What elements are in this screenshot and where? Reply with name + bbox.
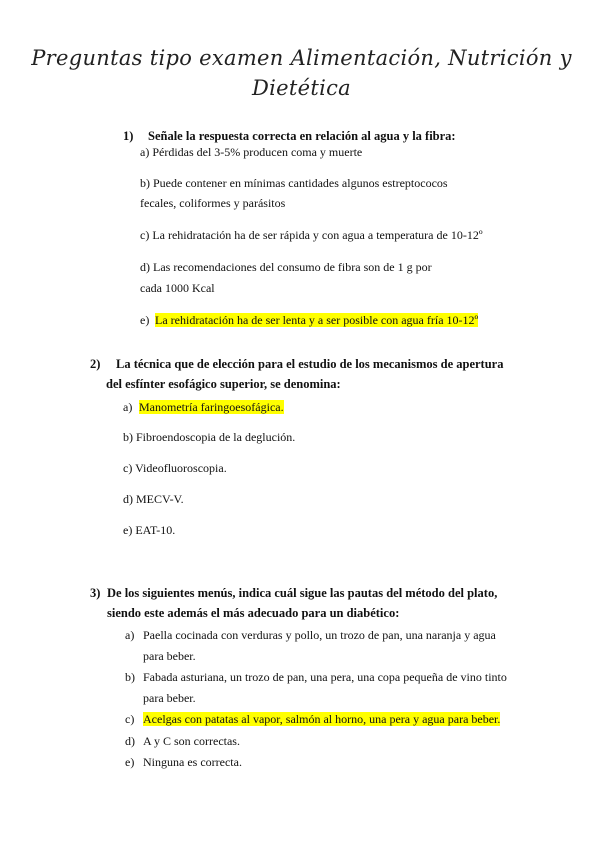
question-1-number: 1) — [123, 129, 134, 143]
q3-option-a: Paella cocinada con verduras y pollo, un trozo de pan, una naranja y agua — [143, 628, 496, 642]
q2-option-c: c) Videofluoroscopia. — [123, 461, 227, 475]
document-title-line1: Preguntas tipo examen Alimentación, Nutrición y — [31, 46, 572, 70]
q1-option-b-cont: fecales, coliformes y parásitos — [140, 196, 286, 210]
q1-option-d: d) Las recomendaciones del consumo de fibra son de 1 g por — [140, 260, 432, 274]
question-2-line1: La técnica que de elección para el estudio de los mecanismos de apertura — [116, 357, 504, 371]
q3-option-c-letter: c) — [125, 712, 135, 726]
q2-option-a-letter: a) — [123, 400, 133, 414]
question-3-line1: De los siguientes menús, indica cuál sigue las pautas del método del plato, — [107, 586, 498, 600]
q2-option-d: d) MECV-V. — [123, 492, 184, 506]
q2-correct-highlight: Manometría faringoesofágica. — [139, 400, 284, 414]
q3-option-d: A y C son correctas. — [143, 734, 240, 748]
q1-correct-highlight: La rehidratación ha de ser lenta y a ser posible con agua fría 10-12º — [155, 313, 479, 327]
q2-option-b: b) Fibroendoscopia de la deglución. — [123, 430, 296, 444]
q2-option-a-answer — [139, 400, 284, 415]
q3-option-a-cont: para beber. — [143, 649, 196, 663]
q3-option-d-letter: d) — [125, 734, 135, 748]
question-3-number: 3) — [90, 586, 101, 600]
q1-option-e-letter: e) — [140, 313, 150, 327]
q3-option-e-letter: e) — [125, 755, 135, 769]
document-title-line2: Dietética — [252, 76, 351, 100]
q1-option-d-cont: cada 1000 Kcal — [140, 281, 215, 295]
q3-option-b: Fabada asturiana, un trozo de pan, una pera, una copa pequeña de vino tinto — [143, 670, 507, 684]
q1-option-e-answer — [155, 313, 478, 328]
q1-option-a: a) Pérdidas del 3-5% producen coma y muerte — [140, 145, 363, 159]
q3-option-b-cont: para beber. — [143, 691, 196, 705]
question-3-line2: siendo este además el más adecuado para un diabético: — [107, 606, 400, 620]
question-2-line2: del esfínter esofágico superior, se denomina: — [106, 377, 341, 391]
q2-option-e: e) EAT-10. — [123, 523, 176, 537]
q3-option-a-letter: a) — [125, 628, 135, 642]
q3-option-e: Ninguna es correcta. — [143, 755, 242, 769]
q1-option-b: b) Puede contener en mínimas cantidades algunos estreptococos — [140, 176, 448, 190]
question-2-number: 2) — [90, 357, 101, 371]
q3-correct-highlight: Acelgas con patatas al vapor, salmón al horno, una pera y agua para beber. — [143, 712, 501, 726]
q3-option-b-letter: b) — [125, 670, 135, 684]
question-1-text: Señale la respuesta correcta en relación al agua y la fibra: — [148, 129, 456, 143]
q1-option-c: c) La rehidratación ha de ser rápida y con agua a temperatura de 10-12º — [140, 228, 483, 242]
q3-option-c-answer — [143, 712, 500, 727]
